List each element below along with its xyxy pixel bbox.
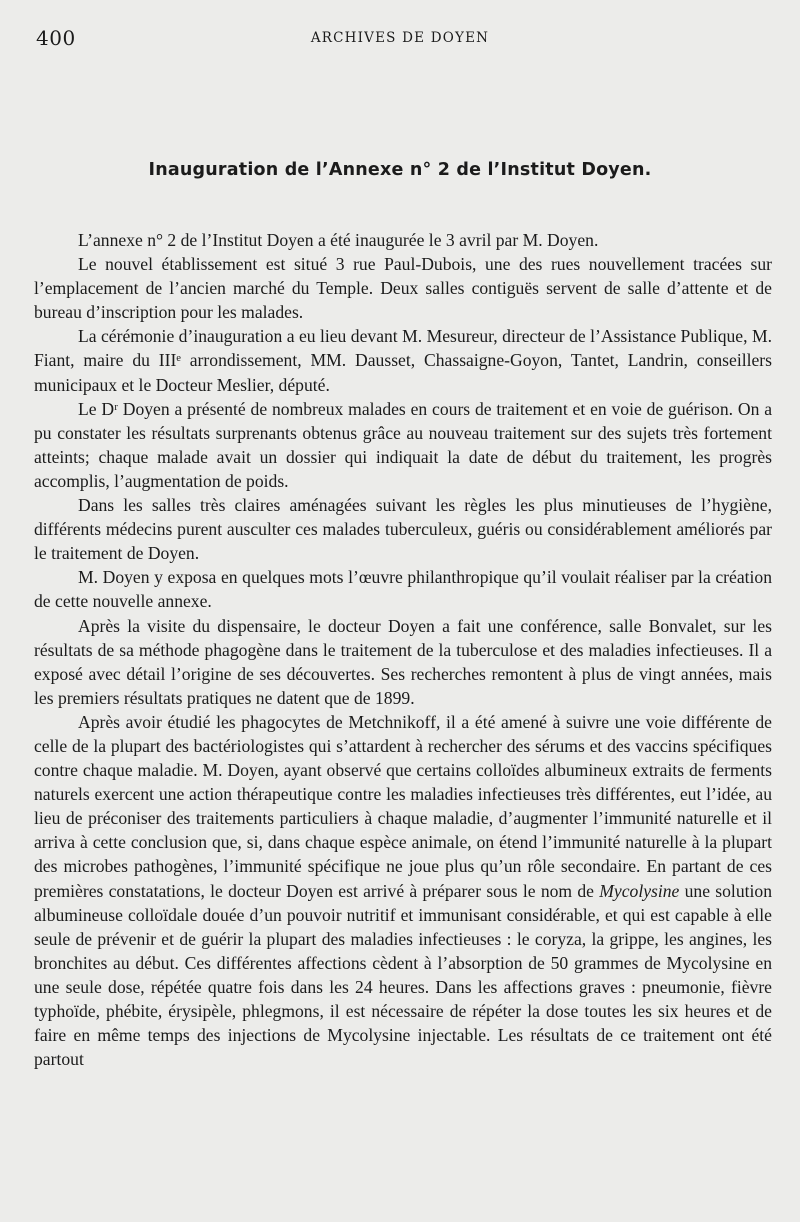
paragraph: L’annexe n° 2 de l’Institut Doyen a été inaugurée le 3 avril par M. Doyen. [78, 230, 599, 250]
article-body [34, 228, 772, 1071]
paragraph: La cérémonie d’inauguration a eu lieu devant M. Mesureur, directeur de l’Assistance Publique, M. Fiant, maire du IIIᵉ arrondissement, MM. Dausset, Chassaigne-Goyon, Tantet, Landrin, conseillers municipaux et le Docteur Meslier, député. [34, 326, 772, 395]
paragraph: M. Doyen y exposa en quelques mots l’œuvre philanthropique qu’il voulait réaliser par la création de cette nouvelle annexe. [34, 567, 772, 612]
article-title: Inauguration de l’Annexe n° 2 de l’Institut Doyen. [148, 160, 652, 180]
paragraph: Après avoir étudié les phagocytes de Metchnikoff, il a été amené à suivre une voie différente de celle de la plupart des bactériologistes qui s’attardent à rechercher des sérums et des vaccins spécifiques contre chaque maladie. M. Doyen, ayant observé que certains colloïdes albumineux extraits de ferments naturels exercent une action thérapeutique contre les maladies infectieuses très différentes, eut l’idée, au lieu de préconiser des traitements particuliers à chaque maladie, d’augmenter l’immunité naturelle et il arriva à cette conclusion que, si, dans chaque espèce animale, on étend l’immunité naturelle à la plupart des microbes pathogènes, l’immunité spécifique ne joue plus qu’un rôle secondaire. En partant de ces premières constatations, le docteur Doyen est arrivé à préparer sous le nom de Mycolysine une solution albumineuse colloïdale douée d’un pouvoir nutritif et immunisant considérable, et qui est capable à elle seule de prévenir et de guérir la plupart des maladies infectieuses : le coryza, la grippe, les angines, les bronchites au début. Ces différentes affections cèdent à l’absorption de 50 grammes de Mycolysine en une seule dose, répétée quatre fois dans les 24 heures. Dans les affections graves : pneumonie, fièvre typhoïde, phébite, érysipèle, phlegmons, il est nécessaire de répéter la dose toutes les six heures et de faire en même temps des injections de Mycolysine injectable. Les résultats de ce traitement ont été partout [34, 711, 772, 1070]
paragraph: Le Dʳ Doyen a présenté de nombreux malades en cours de traitement et en voie de guérison. On a pu constater les résultats surprenants obtenus grâce au nouveau traitement sur des sujets très fortement atteints; chaque malade avait un dossier qui indiquait la date de début du traitement, les progrès accomplis, l’augmentation de poids. [34, 398, 772, 491]
running-header [36, 26, 764, 52]
page-number: 400 [36, 26, 76, 50]
running-title: ARCHIVES DE DOYEN [310, 30, 490, 46]
paragraph: Le nouvel établissement est situé 3 rue Paul-Dubois, une des rues nouvellement tracées sur l’emplacement de l’ancien marché du Temple. Deux salles contiguës servent de salle d’attente et de bureau d’inscription pour les malades. [34, 254, 772, 323]
paragraph: Après la visite du dispensaire, le docteur Doyen a fait une conférence, salle Bonvalet, sur les résultats de sa méthode phagogène dans le traitement de la tuberculose et des maladies infectieuses. Il a exposé avec détail l’origine de ses découvertes. Ses recherches remontent à plus de vingt années, mais les premiers résultats pratiques ne datent que de 1899. [34, 615, 772, 708]
paragraph: Dans les salles très claires aménagées suivant les règles les plus minutieuses de l’hygiène, différents médecins purent ausculter ces malades tuberculeux, guéris ou considérablement améliorés par le traitement de Doyen. [34, 495, 772, 564]
italic-term: Mycolysine [599, 880, 680, 901]
